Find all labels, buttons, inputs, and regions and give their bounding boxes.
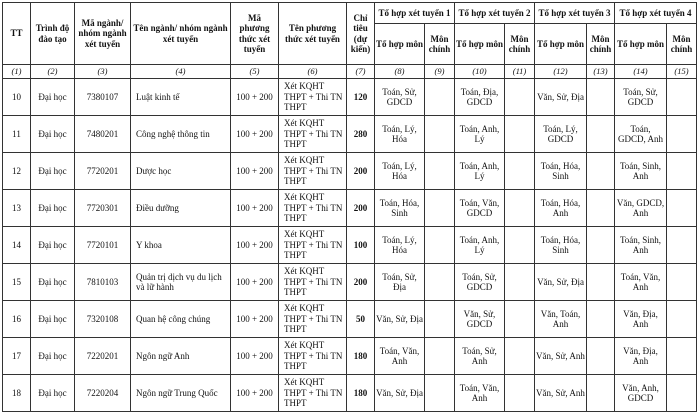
column-number: (9) xyxy=(425,65,455,79)
cell-method-name: Xét KQHT THPT + Thi TN THPT xyxy=(279,338,347,375)
table-row xyxy=(3,153,697,190)
header-combo-1: Tổ hợp xét tuyển 1 xyxy=(375,3,455,24)
cell-main-subject-4 xyxy=(667,375,697,412)
cell-combo-3: Văn, Sử, Anh xyxy=(535,375,587,412)
cell-quota: 120 xyxy=(347,79,375,116)
cell-main-subject-1 xyxy=(425,153,455,190)
subheader-combo-subject: Tổ hợp môn xyxy=(615,24,667,65)
cell-main-subject-4 xyxy=(667,190,697,227)
subheader-combo-subject: Tổ hợp môn xyxy=(455,24,505,65)
cell-level: Đại học xyxy=(31,116,75,153)
table-row xyxy=(3,301,697,338)
cell-combo-4: Toán, Sinh, Anh xyxy=(615,153,667,190)
header-code: Mã ngành/ nhóm ngành xét tuyển xyxy=(75,3,131,65)
cell-method-code: 100 + 200 xyxy=(231,153,279,190)
cell-method-name: Xét KQHT THPT + Thi TN THPT xyxy=(279,79,347,116)
cell-combo-4: Toán, Sinh, Anh xyxy=(615,227,667,264)
table-row xyxy=(3,190,697,227)
cell-main-subject-3 xyxy=(587,79,615,116)
cell-quota: 280 xyxy=(347,116,375,153)
cell-combo-4: Văn, GDCD, Anh xyxy=(615,190,667,227)
admission-table xyxy=(2,2,697,412)
cell-level: Đại học xyxy=(31,301,75,338)
cell-main-subject-1 xyxy=(425,116,455,153)
cell-combo-2: Toán, Văn, Anh xyxy=(455,375,505,412)
cell-level: Đại học xyxy=(31,375,75,412)
cell-level: Đại học xyxy=(31,227,75,264)
table-row xyxy=(3,116,697,153)
cell-combo-3: Toán, Hóa, Sinh xyxy=(535,227,587,264)
cell-combo-2: Toán, Sử, GDCD xyxy=(455,264,505,301)
cell-main-subject-2 xyxy=(505,301,535,338)
cell-combo-4: Văn, Địa, Anh xyxy=(615,301,667,338)
cell-level: Đại học xyxy=(31,264,75,301)
cell-name: Quản trị dịch vụ du lịch và lữ hành xyxy=(131,264,231,301)
cell-tt: 18 xyxy=(3,375,31,412)
cell-combo-2: Toán, Anh, Lý xyxy=(455,116,505,153)
header-method-name: Tên phương thức xét tuyển xyxy=(279,3,347,65)
cell-combo-3: Văn, Sử, Địa xyxy=(535,79,587,116)
column-number: (6) xyxy=(279,65,347,79)
header-name: Tên ngành/ nhóm ngành xét tuyển xyxy=(131,3,231,65)
cell-method-name: Xét KQHT THPT + Thi TN THPT xyxy=(279,227,347,264)
cell-combo-1: Toán, Lý, Hóa xyxy=(375,116,425,153)
cell-combo-1: Toán, Hóa, Sinh xyxy=(375,190,425,227)
cell-main-subject-3 xyxy=(587,153,615,190)
cell-main-subject-4 xyxy=(667,264,697,301)
cell-main-subject-1 xyxy=(425,227,455,264)
cell-code: 7810103 xyxy=(75,264,131,301)
cell-combo-4: Văn, Địa, Anh xyxy=(615,338,667,375)
cell-main-subject-1 xyxy=(425,264,455,301)
cell-code: 7220201 xyxy=(75,338,131,375)
subheader-combo-subject: Tổ hợp môn xyxy=(535,24,587,65)
cell-main-subject-3 xyxy=(587,375,615,412)
cell-combo-4: Toán, Văn, Anh xyxy=(615,264,667,301)
cell-combo-3: Toán, Hóa, Anh xyxy=(535,190,587,227)
cell-main-subject-2 xyxy=(505,190,535,227)
header-level: Trình độ đào tạo xyxy=(31,3,75,65)
cell-tt: 13 xyxy=(3,190,31,227)
column-number: (13) xyxy=(587,65,615,79)
cell-main-subject-2 xyxy=(505,116,535,153)
cell-main-subject-1 xyxy=(425,338,455,375)
cell-combo-3: Văn, Sử, Anh xyxy=(535,338,587,375)
cell-tt: 10 xyxy=(3,79,31,116)
header-combo-4: Tổ hợp xét tuyển 4 xyxy=(615,3,697,24)
cell-tt: 11 xyxy=(3,116,31,153)
cell-combo-1: Toán, Văn, Anh xyxy=(375,338,425,375)
cell-tt: 12 xyxy=(3,153,31,190)
cell-combo-3: Toán, Hóa, Sinh xyxy=(535,153,587,190)
cell-combo-1: Toán, Lý, Hóa xyxy=(375,227,425,264)
cell-name: Ngôn ngữ Trung Quốc xyxy=(131,375,231,412)
subheader-main-subject: Môn chính xyxy=(667,24,697,65)
cell-combo-3: Văn, Sử, Địa xyxy=(535,264,587,301)
cell-level: Đại học xyxy=(31,79,75,116)
cell-combo-4: Toán, GDCD, Anh xyxy=(615,116,667,153)
header-row xyxy=(3,3,697,24)
column-number-row xyxy=(3,65,697,79)
column-number: (15) xyxy=(667,65,697,79)
cell-main-subject-3 xyxy=(587,116,615,153)
cell-main-subject-3 xyxy=(587,301,615,338)
cell-method-code: 100 + 200 xyxy=(231,338,279,375)
header-quota: Chỉ tiêu (dự kiến) xyxy=(347,3,375,65)
table-row xyxy=(3,375,697,412)
cell-main-subject-4 xyxy=(667,338,697,375)
cell-combo-1: Văn, Sử, Địa xyxy=(375,301,425,338)
header-combo-2: Tổ hợp xét tuyển 2 xyxy=(455,3,535,24)
cell-main-subject-2 xyxy=(505,227,535,264)
cell-main-subject-4 xyxy=(667,227,697,264)
cell-combo-1: Toán, Sử, GDCD xyxy=(375,79,425,116)
cell-name: Y khoa xyxy=(131,227,231,264)
subheader-main-subject: Môn chính xyxy=(425,24,455,65)
cell-combo-2: Toán, Anh, Lý xyxy=(455,153,505,190)
column-number: (5) xyxy=(231,65,279,79)
cell-method-name: Xét KQHT THPT + Thi TN THPT xyxy=(279,264,347,301)
cell-combo-3: Toán, Lý, GDCD xyxy=(535,116,587,153)
table-row xyxy=(3,264,697,301)
cell-main-subject-4 xyxy=(667,301,697,338)
cell-level: Đại học xyxy=(31,153,75,190)
cell-combo-1: Toán, Sử, Địa xyxy=(375,264,425,301)
cell-quota: 180 xyxy=(347,338,375,375)
cell-code: 7480201 xyxy=(75,116,131,153)
cell-main-subject-4 xyxy=(667,79,697,116)
cell-main-subject-2 xyxy=(505,153,535,190)
cell-main-subject-2 xyxy=(505,338,535,375)
column-number: (7) xyxy=(347,65,375,79)
cell-tt: 17 xyxy=(3,338,31,375)
header-tt: TT xyxy=(3,3,31,65)
cell-name: Công nghệ thông tin xyxy=(131,116,231,153)
cell-quota: 50 xyxy=(347,301,375,338)
cell-combo-1: Toán, Lý, Hóa xyxy=(375,153,425,190)
cell-method-name: Xét KQHT THPT + Thi TN THPT xyxy=(279,301,347,338)
cell-combo-3: Văn, Toán, Anh xyxy=(535,301,587,338)
cell-name: Quan hệ công chúng xyxy=(131,301,231,338)
cell-method-code: 100 + 200 xyxy=(231,264,279,301)
cell-combo-2: Toán, Địa, GDCD xyxy=(455,79,505,116)
column-number: (4) xyxy=(131,65,231,79)
cell-combo-2: Toán, Anh, Lý xyxy=(455,227,505,264)
cell-method-name: Xét KQHT THPT + Thi TN THPT xyxy=(279,190,347,227)
cell-method-code: 100 + 200 xyxy=(231,227,279,264)
table-row xyxy=(3,338,697,375)
cell-quota: 200 xyxy=(347,264,375,301)
cell-code: 7720201 xyxy=(75,153,131,190)
cell-level: Đại học xyxy=(31,190,75,227)
cell-main-subject-1 xyxy=(425,375,455,412)
cell-tt: 16 xyxy=(3,301,31,338)
cell-main-subject-3 xyxy=(587,264,615,301)
column-number: (10) xyxy=(455,65,505,79)
cell-method-code: 100 + 200 xyxy=(231,375,279,412)
table-row xyxy=(3,79,697,116)
cell-main-subject-4 xyxy=(667,153,697,190)
cell-combo-2: Toán, Sử, Anh xyxy=(455,338,505,375)
cell-code: 7720101 xyxy=(75,227,131,264)
cell-main-subject-3 xyxy=(587,338,615,375)
cell-main-subject-1 xyxy=(425,190,455,227)
cell-name: Dược học xyxy=(131,153,231,190)
cell-combo-2: Văn, Sử, GDCD xyxy=(455,301,505,338)
cell-method-code: 100 + 200 xyxy=(231,190,279,227)
cell-method-code: 100 + 200 xyxy=(231,301,279,338)
cell-code: 7380107 xyxy=(75,79,131,116)
cell-level: Đại học xyxy=(31,338,75,375)
column-number: (11) xyxy=(505,65,535,79)
cell-name: Điều dưỡng xyxy=(131,190,231,227)
table-body xyxy=(3,79,697,412)
column-number: (14) xyxy=(615,65,667,79)
cell-main-subject-3 xyxy=(587,227,615,264)
cell-main-subject-1 xyxy=(425,79,455,116)
cell-tt: 14 xyxy=(3,227,31,264)
cell-main-subject-2 xyxy=(505,375,535,412)
column-number: (12) xyxy=(535,65,587,79)
cell-name: Ngôn ngữ Anh xyxy=(131,338,231,375)
subheader-combo-subject: Tổ hợp môn xyxy=(375,24,425,65)
cell-quota: 200 xyxy=(347,190,375,227)
cell-quota: 180 xyxy=(347,375,375,412)
cell-name: Luật kinh tế xyxy=(131,79,231,116)
table-row xyxy=(3,227,697,264)
cell-main-subject-3 xyxy=(587,190,615,227)
cell-combo-1: Văn, Sử, Địa xyxy=(375,375,425,412)
cell-method-code: 100 + 200 xyxy=(231,79,279,116)
cell-combo-4: Văn, Anh, GDCD xyxy=(615,375,667,412)
column-number: (8) xyxy=(375,65,425,79)
column-number: (2) xyxy=(31,65,75,79)
cell-code: 7220204 xyxy=(75,375,131,412)
header-combo-3: Tổ hợp xét tuyển 3 xyxy=(535,3,615,24)
cell-main-subject-1 xyxy=(425,301,455,338)
cell-combo-2: Toán, Văn, GDCD xyxy=(455,190,505,227)
cell-main-subject-2 xyxy=(505,264,535,301)
cell-tt: 15 xyxy=(3,264,31,301)
admission-table-document xyxy=(2,2,697,412)
column-number: (3) xyxy=(75,65,131,79)
column-number: (1) xyxy=(3,65,31,79)
cell-main-subject-4 xyxy=(667,116,697,153)
subheader-main-subject: Môn chính xyxy=(587,24,615,65)
cell-combo-4: Toán, Sử, GDCD xyxy=(615,79,667,116)
header-method-code: Mã phương thức xét tuyển xyxy=(231,3,279,65)
cell-code: 7320108 xyxy=(75,301,131,338)
cell-quota: 100 xyxy=(347,227,375,264)
cell-method-code: 100 + 200 xyxy=(231,116,279,153)
cell-main-subject-2 xyxy=(505,79,535,116)
cell-code: 7720301 xyxy=(75,190,131,227)
cell-method-name: Xét KQHT THPT + Thi TN THPT xyxy=(279,116,347,153)
cell-method-name: Xét KQHT THPT + Thi TN THPT xyxy=(279,153,347,190)
cell-quota: 200 xyxy=(347,153,375,190)
subheader-main-subject: Môn chính xyxy=(505,24,535,65)
cell-method-name: Xét KQHT THPT + Thi TN THPT xyxy=(279,375,347,412)
